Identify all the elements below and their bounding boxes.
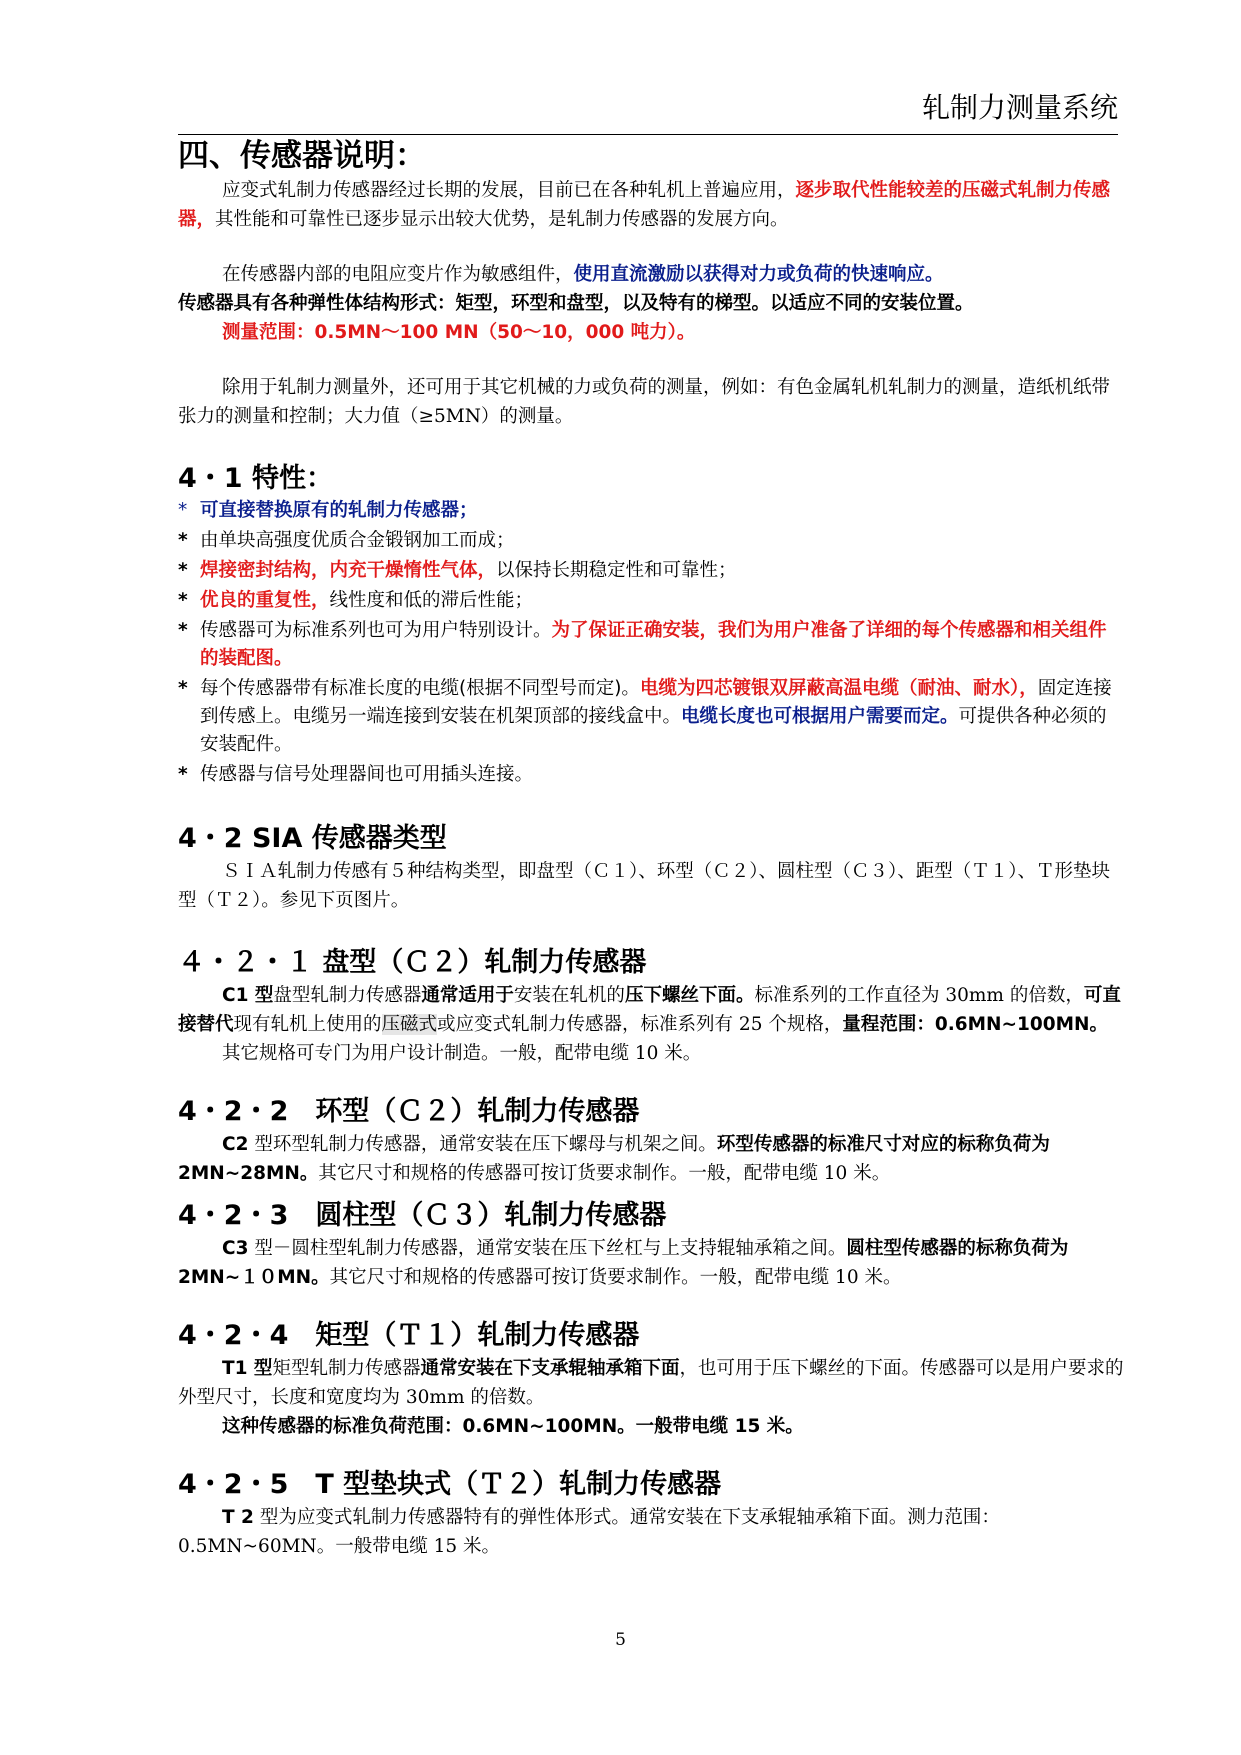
- bullet: *: [178, 764, 188, 785]
- bold-text: C2: [222, 1134, 249, 1155]
- bold-text: C3: [222, 1238, 249, 1259]
- bullet: *: [178, 620, 188, 641]
- text: 可提供各种必须的安装配件。: [200, 706, 1107, 755]
- section-4-2-paragraph: ＳＩＡ轧制力传感有５种结构类型，即盘型（Ｃ１）、环型（Ｃ２）、圆柱型（Ｃ３）、距型（Ｔ１）、Ｔ形垫块型（Ｔ２）。参见下页图片。: [178, 861, 1111, 911]
- section-4-2-3-paragraph: [178, 1234, 1124, 1292]
- header-title: 轧制力测量系统: [921, 91, 1118, 124]
- highlighted-term: 压磁式: [381, 1014, 438, 1035]
- highlight-blue: 使用直流激励以获得对力或负荷的快速响应。: [573, 264, 944, 285]
- text: 每个传感器带有标准长度的电缆(根据不同型号而定)。: [200, 678, 640, 699]
- highlight-red: 焊接密封结构，内充干燥惰性气体，: [200, 560, 497, 581]
- section-4-paragraph-1: [178, 176, 1124, 234]
- bullet: *: [178, 530, 188, 551]
- measurement-range: 测量范围：0.5MN～100 MN（50～10，000 吨力）。: [222, 322, 696, 343]
- bullet: *: [178, 678, 188, 699]
- bold-text: T 2: [222, 1507, 254, 1528]
- section-4-paragraph-2: [178, 260, 1124, 289]
- list-item: [178, 617, 1124, 673]
- text: 其它尺寸和规格的传感器可按订货要求制作。一般，配带电缆 10 米。: [318, 1163, 891, 1184]
- section-4-2-1-paragraph: [178, 981, 1124, 1039]
- bullet: *: [178, 590, 188, 611]
- highlight-blue: 电缆长度也可根据用户需要而定。: [681, 706, 959, 727]
- text: 由单块高强度优质合金锻钢加工而成；: [200, 530, 515, 551]
- list-item: [178, 497, 1124, 525]
- text: 安装在轧机的: [513, 985, 625, 1006]
- bullet: *: [178, 500, 188, 521]
- section-4-2-3-title: 4・2・3 圆柱型（Ｃ３）轧制力传感器: [178, 1200, 667, 1231]
- section-4-2-1-title: ４・２・１ 盘型（Ｃ２）轧制力传感器: [178, 947, 647, 978]
- section-4-2-title: 4・2 SIA 传感器类型: [178, 823, 447, 854]
- highlight-red: 电缆为四芯镀银双屏蔽高温电缆（耐油、耐水），: [639, 678, 1038, 699]
- bold-text: T1 型: [222, 1358, 273, 1379]
- text: 其它尺寸和规格的传感器可按订货要求制作。一般，配带电缆 10 米。: [329, 1267, 902, 1288]
- list-item: [178, 675, 1124, 759]
- text: 或应变式轧制力传感器，标准系列有 25 个规格，: [437, 1014, 843, 1035]
- highlight-red: 优良的重复性，: [200, 590, 330, 611]
- text: 线性度和低的滞后性能；: [329, 590, 534, 611]
- highlight-red: 逐步取代性能较差的压磁式轧制力传感器，: [178, 180, 1111, 230]
- bold-text: 可直接替代: [178, 985, 1121, 1035]
- list-item: [178, 527, 1124, 555]
- bold-text: C1 型: [222, 985, 274, 1006]
- list-item: [178, 557, 1124, 585]
- section-4-title: 四、传感器说明：: [178, 138, 426, 174]
- section-4-paragraph-5: 除用于轧制力测量外，还可用于其它机械的力或负荷的测量，例如：有色金属轧机轧制力的测量，造纸机纸带张力的测量和控制；大力值（≥5MN）的测量。: [178, 377, 1111, 427]
- bold-text: 圆柱型传感器的标称负荷为 2MN~１０MN。: [178, 1238, 1069, 1288]
- text: 在传感器内部的电阻应变片作为敏感组件，: [222, 264, 574, 285]
- bold-text: 通常安装在下支承辊轴承箱下面: [420, 1358, 680, 1379]
- text: 盘型轧制力传感器: [273, 985, 422, 1006]
- list-item: [178, 761, 1124, 789]
- text: 传感器与信号处理器间也可用插头连接。: [200, 764, 534, 785]
- section-4-2-5-title: 4・2・5 T 型垫块式（Ｔ２）轧制力传感器: [178, 1469, 722, 1500]
- bold-text: 量程范围：0.6MN~100MN。: [842, 1014, 1109, 1035]
- bullet: *: [178, 560, 188, 581]
- text: 型为应变式轧制力传感器特有的弹性体形式。通常安装在下支承辊轴承箱下面。测力范围：0.5MN~60MN。一般带电缆 15 米。: [178, 1507, 1000, 1557]
- text: 可直接替换原有的轧制力传感器；: [200, 500, 478, 521]
- text: 现有轧机上使用的: [233, 1014, 382, 1035]
- text: 固定连接到传感上。电缆另一端连接到安装在机架顶部的接线盒中。: [200, 678, 1112, 727]
- text: 型－圆柱型轧制力传感器，通常安装在压下丝杠与上支持辊轴承箱之间。: [248, 1238, 847, 1259]
- bold-text: 压下螺丝下面。: [624, 985, 755, 1006]
- text: 应变式轧制力传感器经过长期的发展，目前已在各种轧机上普遍应用，: [222, 180, 796, 201]
- text: 型环型轧制力传感器，通常安装在压下螺母与机架之间。: [248, 1134, 717, 1155]
- section-4-2-4-paragraph: [178, 1354, 1124, 1412]
- feature-list: [178, 497, 1124, 789]
- section-4-2-4-paragraph-2: 这种传感器的标准负荷范围：0.6MN~100MN。一般带电缆 15 米。: [222, 1416, 804, 1437]
- text: 其性能和可靠性已逐步显示出较大优势，是轧制力传感器的发展方向。: [215, 209, 789, 230]
- text: ，也可用于压下螺丝的下面。传感器可以是用户要求的外型尺寸，长度和宽度均为 30mm 的倍数。: [178, 1358, 1124, 1408]
- section-4-1-title: 4・1 特性：: [178, 463, 333, 494]
- document-body: [178, 136, 1124, 1561]
- page-header: [178, 88, 1118, 135]
- section-4-paragraph-3: 传感器具有各种弹性体结构形式：矩型，环型和盘型，以及特有的梯型。以适应不同的安装位置。: [178, 293, 974, 314]
- text: 传感器可为标准系列也可为用户特别设计。: [200, 620, 552, 641]
- section-4-2-1-paragraph-2: 其它规格可专门为用户设计制造。一般，配带电缆 10 米。: [222, 1043, 702, 1064]
- highlight-red: 为了保证正确安装，我们为用户准备了详细的每个传感器和相关组件的装配图。: [200, 620, 1107, 669]
- bold-text: 环型传感器的标准尺寸对应的标称负荷为 2MN~28MN。: [178, 1134, 1050, 1184]
- section-4-2-4-title: 4・2・4 矩型（Ｔ１）轧制力传感器: [178, 1320, 640, 1351]
- page-number: 5: [615, 1630, 626, 1650]
- text: 以保持长期稳定性和可靠性；: [496, 560, 737, 581]
- text: 标准系列的工作直径为 30mm 的倍数，: [754, 985, 1084, 1006]
- bold-text: 通常适用于: [421, 985, 514, 1006]
- section-4-2-2-title: 4・2・2 环型（Ｃ２）轧制力传感器: [178, 1096, 640, 1127]
- list-item: [178, 587, 1124, 615]
- section-4-2-2-paragraph: [178, 1130, 1124, 1188]
- section-4-2-5-paragraph: [178, 1503, 1124, 1561]
- text: 矩型轧制力传感器: [272, 1358, 421, 1379]
